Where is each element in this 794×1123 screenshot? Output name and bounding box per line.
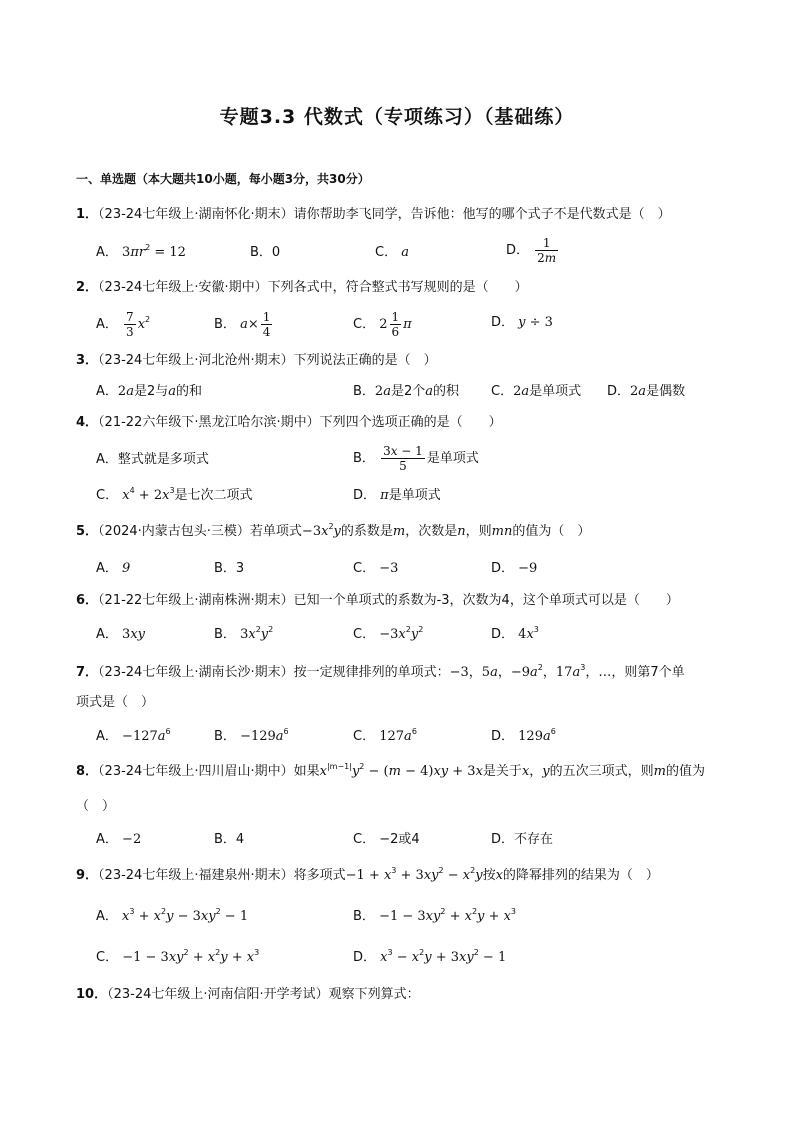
q3-option-d[interactable]: D．2a是偶数 <box>607 384 686 399</box>
question-5: 5．（2024·内蒙古包头·三模）若单项式$-3x^2y$的系数是m，次数是n，则mn的值为（ ） <box>76 522 591 539</box>
question-7: 7．（23-24七年级上·湖南长沙·期末）按一定规律排列的单项式：−3，5a，$-9a^2$，$17a^3$，…，则第7个单 <box>76 663 685 680</box>
q7-option-d[interactable]: D． $129a^6$ <box>491 727 556 744</box>
q2-option-c[interactable]: C． 2 $\frac{1}{6}$ π <box>353 310 412 339</box>
question-10: 10．（23-24七年级上·河南信阳·开学考试）观察下列算式： <box>76 987 420 1002</box>
q5-option-a[interactable]: A． 9 <box>96 561 131 576</box>
q1-option-c[interactable]: C． a <box>375 245 409 260</box>
q6-option-a[interactable]: A． 3xy <box>96 627 146 642</box>
page-title: 专题3.3 代数式（专项练习）（基础练） <box>219 106 575 128</box>
q7-option-a[interactable]: A． $-127a^6$ <box>96 727 171 744</box>
q6-option-c[interactable]: C． $-3x^2y^2$ <box>353 625 424 642</box>
q8-option-d[interactable]: D．不存在 <box>491 832 554 847</box>
q6-option-d[interactable]: D． $4x^3$ <box>491 625 539 642</box>
q9-option-b[interactable]: B． $-1 - 3xy^2 + x^2y + x^3$ <box>353 907 517 924</box>
q3-option-b[interactable]: B．2a是2个a的积 <box>353 384 460 399</box>
q8-option-a[interactable]: A． −2 <box>96 832 142 847</box>
question-4: 4．（21-22六年级下·黑龙江哈尔滨·期中）下列四个选项正确的是（ ） <box>76 415 502 430</box>
q5-option-d[interactable]: D． −9 <box>491 561 538 576</box>
q4-option-c[interactable]: C． $x^4 + 2x^3$是七次二项式 <box>96 486 253 503</box>
question-9: 9．（23-24七年级上·福建泉州·期末）将多项式$-1 + x^3 + 3xy^2 - x^2y$按x的降幂排列的结果为（ ） <box>76 866 659 883</box>
q4-option-d[interactable]: D． π是单项式 <box>353 488 441 503</box>
q1-option-b[interactable]: B．0 <box>250 245 281 260</box>
q4-option-b[interactable]: B． $\frac{3x - 1}{5}$ 是单项式 <box>353 444 479 473</box>
q8-option-c[interactable]: C． −2或4 <box>353 832 420 847</box>
q8-option-b[interactable]: B．4 <box>214 832 245 847</box>
q2-option-a[interactable]: A． $\frac{7}{3}$ $x^2$ <box>96 310 151 339</box>
question-2: 2．（23-24七年级上·安徽·期中）下列各式中，符合整式书写规则的是（ ） <box>76 280 528 295</box>
q5-option-b[interactable]: B．3 <box>214 561 245 576</box>
q9-option-a[interactable]: A． $x^3 + x^2y - 3xy^2 - 1$ <box>96 907 249 924</box>
question-1: 1．（23-24七年级上·湖南怀化·期末）请你帮助李飞同学，告诉他：他写的哪个式子不是代数式是（ ） <box>76 207 671 222</box>
q9-option-d[interactable]: D． $x^3 - x^2y + 3xy^2 - 1$ <box>353 948 507 965</box>
q6-option-b[interactable]: B． $3x^2y^2$ <box>214 625 274 642</box>
question-7-line2: 项式是（ ） <box>76 695 155 710</box>
q1-option-a[interactable]: A． $3\pi r^2 = 12$ <box>96 243 186 260</box>
q2-option-d[interactable]: D． y ÷ 3 <box>491 315 553 330</box>
q2-option-b[interactable]: B． a× $\frac{1}{4}$ <box>214 310 271 339</box>
q5-option-c[interactable]: C． −3 <box>353 561 399 576</box>
q3-option-a[interactable]: A．2a是2与a的和 <box>96 384 203 399</box>
q1-option-d[interactable]: D． $\frac{1}{2m}$ <box>506 236 557 265</box>
q7-option-c[interactable]: C． $127a^6$ <box>353 727 417 744</box>
q4-option-a[interactable]: A．整式就是多项式 <box>96 452 209 467</box>
q7-option-b[interactable]: B． $-129a^6$ <box>214 727 289 744</box>
q9-option-c[interactable]: C． $-1 - 3xy^2 + x^2y + x^3$ <box>96 948 260 965</box>
question-3: 3．（23-24七年级上·河北沧州·期末）下列说法正确的是（ ） <box>76 353 437 368</box>
q3-option-c[interactable]: C．2a是单项式 <box>491 384 582 399</box>
question-8: 8．（23-24七年级上·四川眉山·期中）如果$x^{|m-1|}y^2 - (m - 4)xy + 3x$是关于x，y的五次三项式，则m的值为 <box>76 762 706 779</box>
section-heading: 一、单选题（本大题共10小题，每小题3分，共30分） <box>76 172 370 186</box>
question-8-line2: （ ） <box>76 799 116 814</box>
question-6: 6．（21-22七年级上·湖南株洲·期末）已知一个单项式的系数为-3，次数为4，这个单项式可以是（ ） <box>76 593 679 608</box>
